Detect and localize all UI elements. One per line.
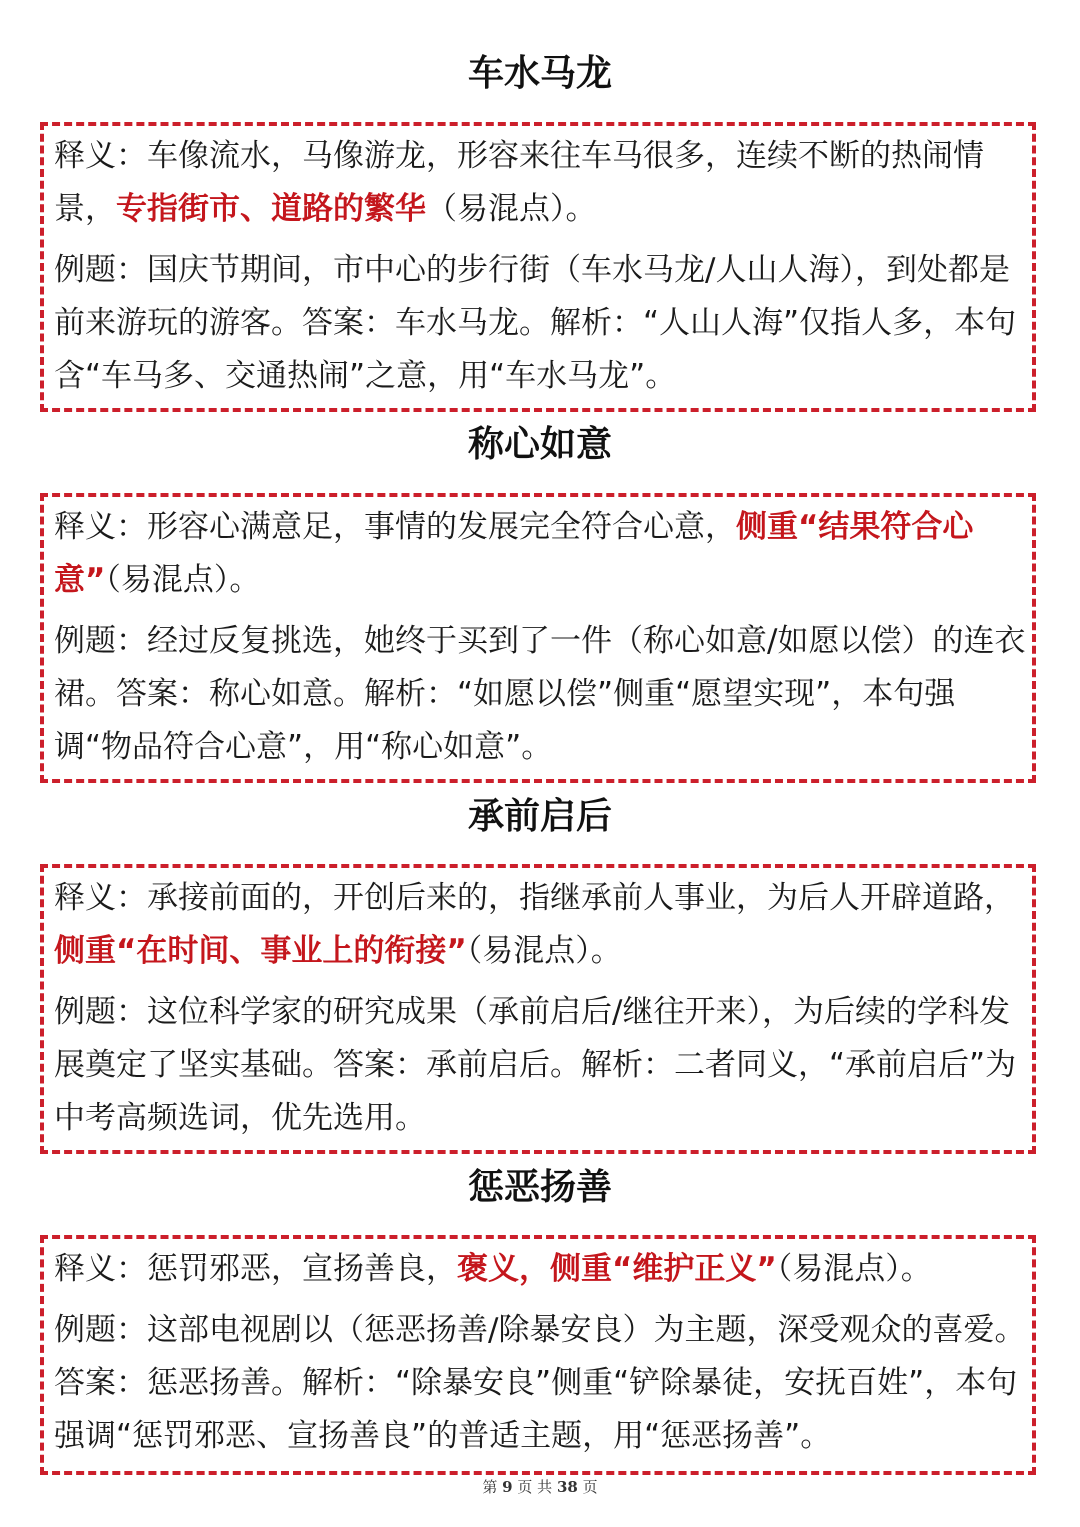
idiom-card xyxy=(40,122,1036,412)
definition-note: （易混点）。 xyxy=(105,562,261,598)
definition-highlight: 侧重“在时间、事业上的衔接” xyxy=(54,933,467,969)
definition-highlight: 专指街市、道路的繁华 xyxy=(116,191,426,227)
example xyxy=(54,1304,1032,1463)
definition-highlight: 褒义，侧重“维护正义” xyxy=(457,1251,777,1287)
example xyxy=(54,615,1032,774)
idiom-card xyxy=(40,1235,1036,1475)
example-text: 这部电视剧以（惩恶扬善/除暴安良）为主题，深受观众的喜爱。答案：惩恶扬善。解析：“除暴安良”侧重“铲除暴徒，安抚百姓”，本句强调“惩罚邪恶、宣扬善良”的普适主题，用“惩恶扬善”。 xyxy=(54,1312,1026,1454)
example-label: 例题： xyxy=(54,623,147,659)
definition-label: 释义： xyxy=(54,138,147,174)
idiom-title: 惩恶扬善 xyxy=(467,1167,612,1208)
idiom-title: 车水马龙 xyxy=(467,53,612,94)
idiom-title: 称心如意 xyxy=(467,424,612,465)
definition xyxy=(54,1243,1032,1296)
page-footer xyxy=(0,1476,1080,1497)
definition-text: 形容心满意足，事情的发展完全符合心意， xyxy=(147,509,736,545)
example xyxy=(54,986,1032,1145)
example-label: 例题： xyxy=(54,994,147,1030)
example-label: 例题： xyxy=(54,252,147,288)
definition-note: （易混点）。 xyxy=(776,1251,932,1287)
total-pages: 38 xyxy=(556,1478,578,1496)
example-text: 国庆节期间，市中心的步行街（车水马龙/人山人海），到处都是前来游玩的游客。答案：车水马龙。解析：“人山人海”仅指人多，本句含“车马多、交通热闹”之意，用“车水马龙”。 xyxy=(54,252,1017,394)
definition xyxy=(54,872,1032,978)
footer-middle: 页 共 xyxy=(517,1478,553,1496)
definition-text: 承接前面的，开创后来的，指继承前人事业，为后人开辟道路， xyxy=(147,880,1015,916)
idiom-card xyxy=(40,864,1036,1154)
definition xyxy=(54,501,1032,607)
definition-label: 释义： xyxy=(54,880,147,916)
definition-label: 释义： xyxy=(54,1251,147,1287)
definition-highlight: 侧重“结果符合心意” xyxy=(54,509,974,598)
definition-label: 释义： xyxy=(54,509,147,545)
page-number: 9 xyxy=(502,1478,513,1496)
example-text: 经过反复挑选，她终于买到了一件（称心如意/如愿以偿）的连衣裙。答案：称心如意。解析：“如愿以偿”侧重“愿望实现”，本句强调“物品符合心意”，用“称心如意”。 xyxy=(54,623,1026,765)
footer-suffix: 页 xyxy=(582,1478,598,1496)
example-label: 例题： xyxy=(54,1312,147,1348)
definition-note: （易混点）。 xyxy=(466,933,622,969)
definition-text: 车像流水，马像游龙，形容来往车马很多，连续不断的热闹情景， xyxy=(54,138,984,227)
example-text: 这位科学家的研究成果（承前启后/继往开来），为后续的学科发展奠定了坚实基础。答案：承前启后。解析：二者同义，“承前启后”为中考高频选词，优先选用。 xyxy=(54,994,1017,1136)
definition xyxy=(54,130,1032,236)
footer-prefix: 第 xyxy=(482,1478,498,1496)
definition-note: （易混点）。 xyxy=(426,191,597,227)
idiom-title: 承前启后 xyxy=(467,796,612,837)
idiom-card xyxy=(40,493,1036,783)
example xyxy=(54,244,1032,403)
definition-text: 惩罚邪恶，宣扬善良， xyxy=(147,1251,457,1287)
